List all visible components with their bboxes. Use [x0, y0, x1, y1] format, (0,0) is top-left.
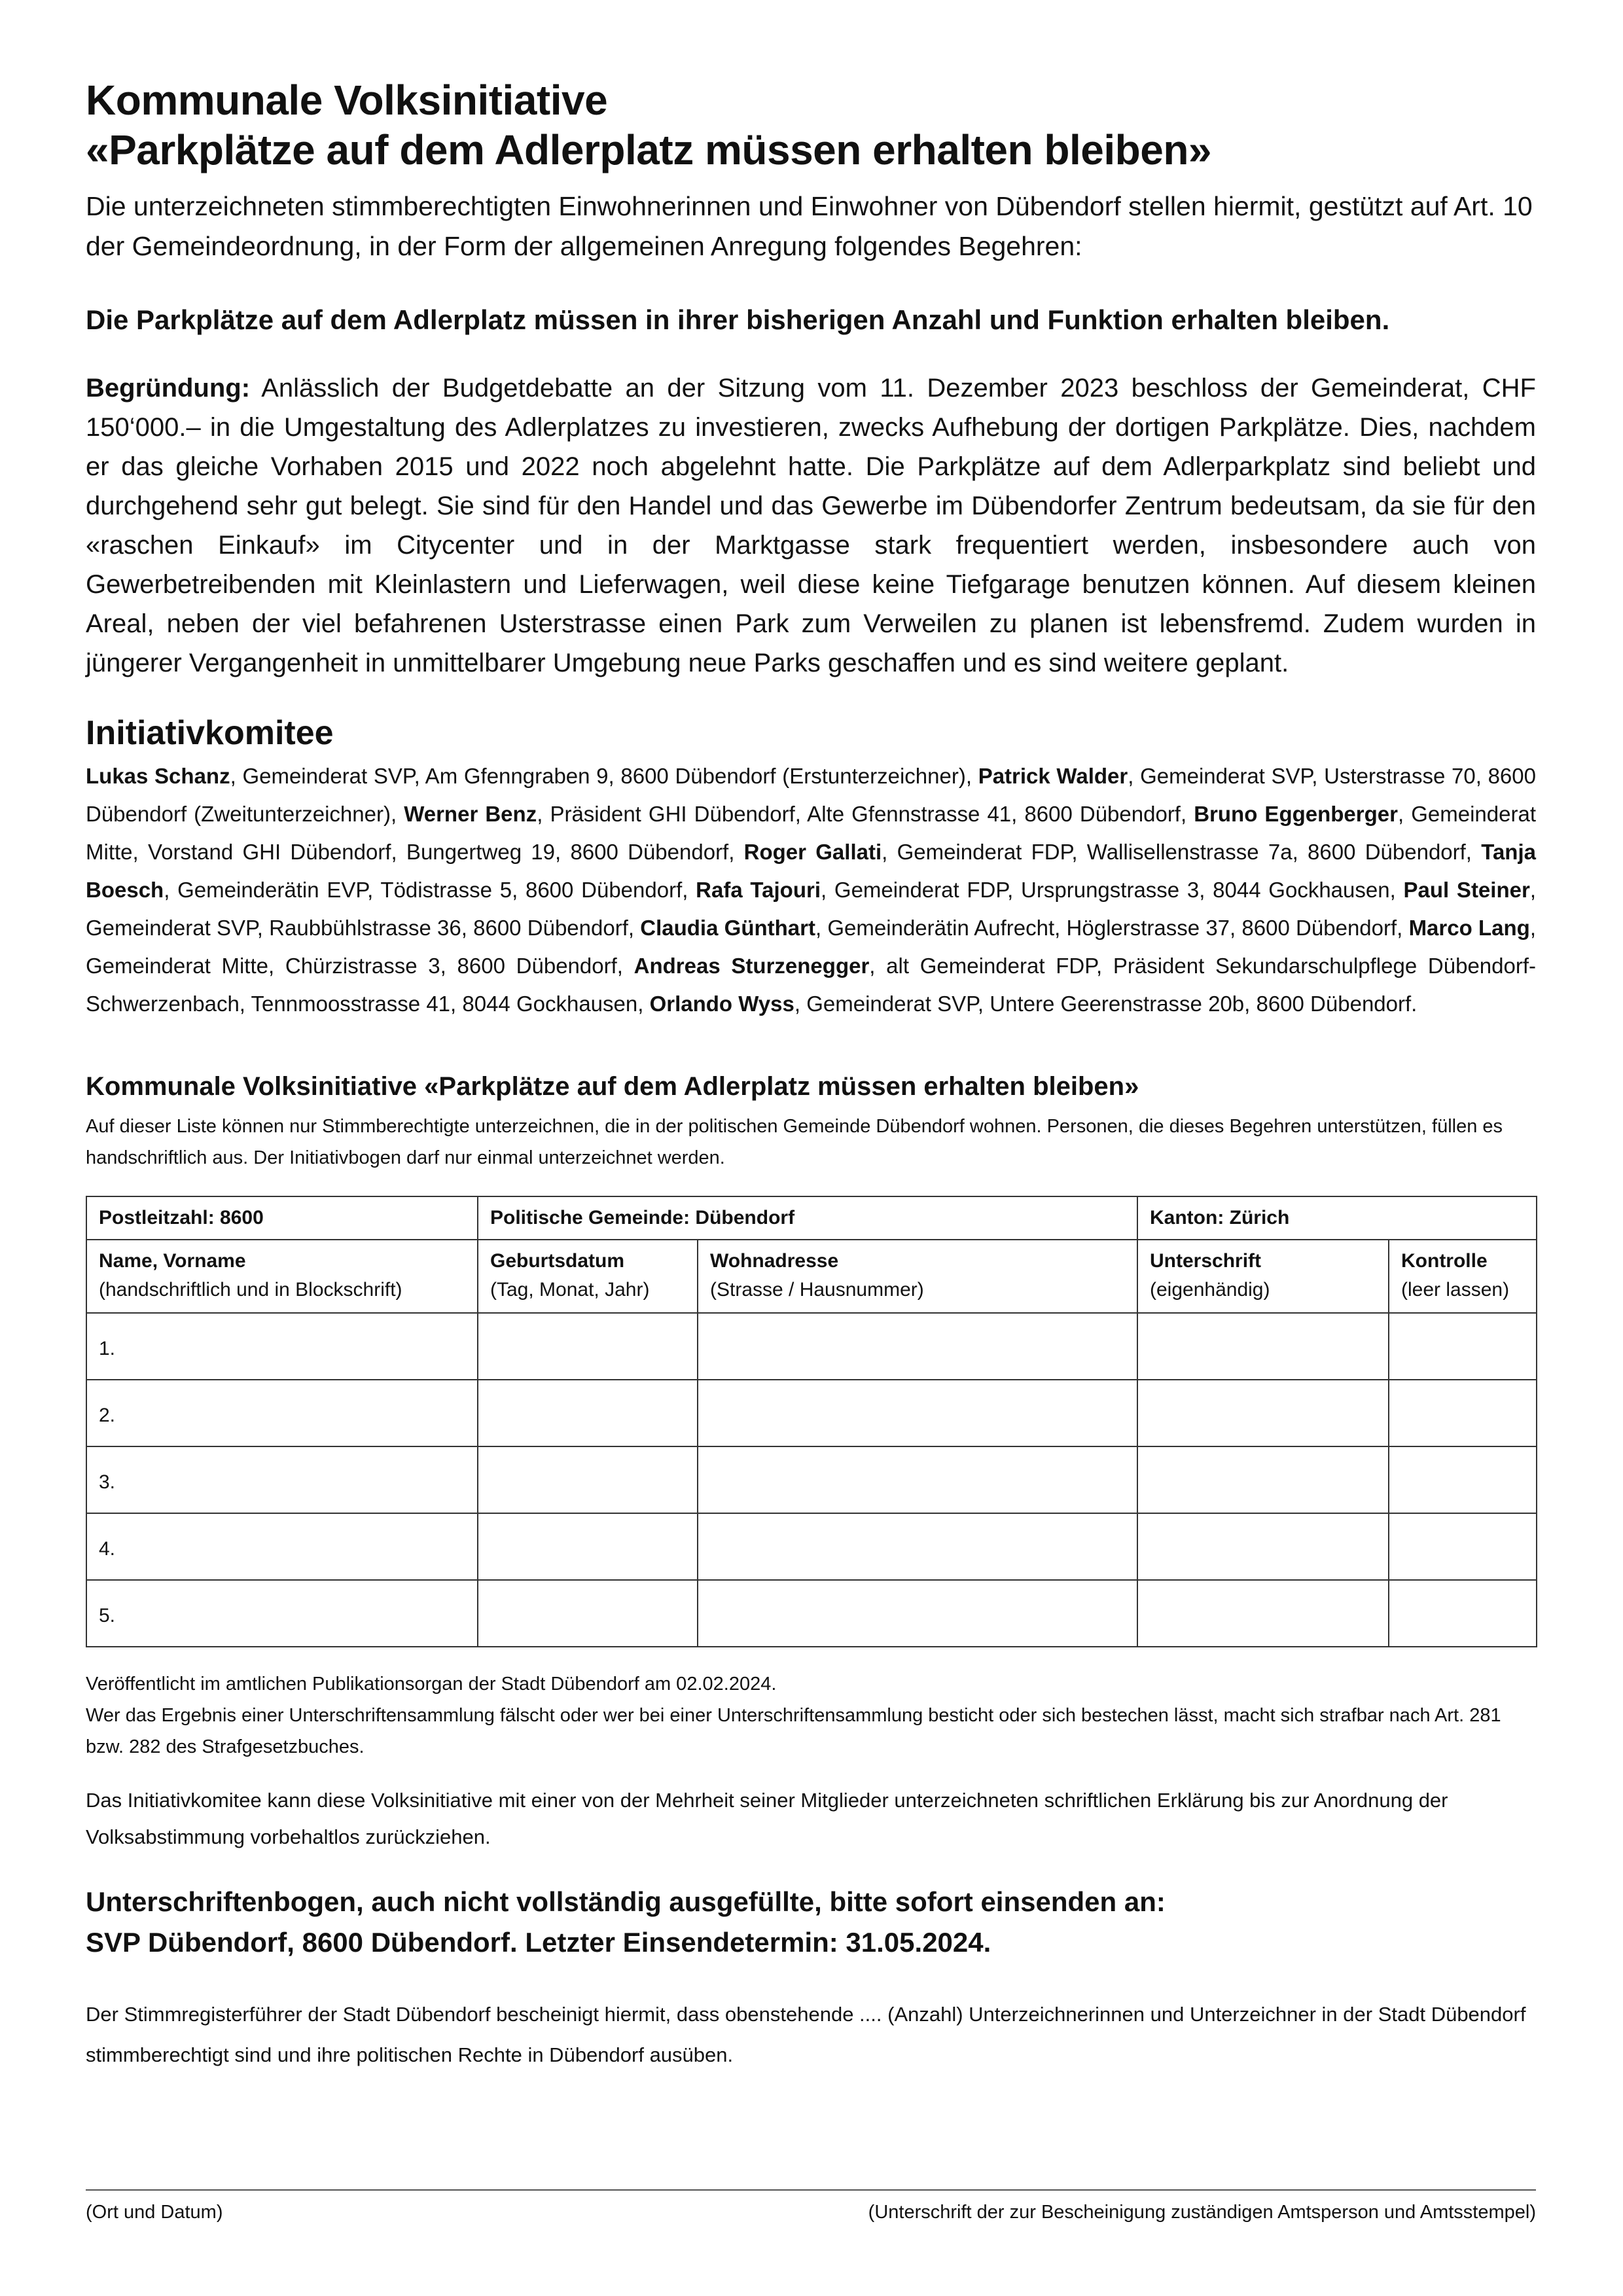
column-header-address: [698, 1240, 1137, 1313]
row-number: 5.: [99, 1605, 116, 1626]
postleitzahl-cell: Postleitzahl: 8600: [86, 1196, 478, 1240]
row-number: 3.: [99, 1471, 116, 1493]
komitee-heading: Initiativkomitee: [86, 714, 334, 752]
name-cell[interactable]: [86, 1446, 478, 1513]
kanton-cell: Kanton: Zürich: [1137, 1196, 1537, 1240]
column-header-control: [1389, 1240, 1537, 1313]
certification-statement: Der Stimmregisterführer der Stadt Dübendorf bescheinigt hiermit, dass obenstehende .... (Anzahl) Unterzeichnerinnen und Unterzeichner in der Stadt Dübendorf stimmberechtigt sind und ihre politischen Rechte in Dübendorf ausüben.: [86, 2003, 1526, 2066]
member-name: Paul Steiner: [1403, 878, 1530, 902]
signature-table: [86, 1196, 1537, 1647]
name-cell[interactable]: [86, 1313, 478, 1380]
reason-label: Begründung:: [86, 374, 251, 403]
member-name: Patrick Walder: [978, 764, 1128, 788]
member-name: Lukas Schanz: [86, 764, 230, 788]
publication-notice: [86, 1668, 1536, 1763]
gemeinde-cell: Politische Gemeinde: Dübendorf: [478, 1196, 1137, 1240]
signature-cell[interactable]: [1137, 1313, 1389, 1380]
member-details: , Gemeinderat SVP, Am Gfenngraben 9, 8600 Dübendorf (Erstunterzeichner),: [230, 764, 978, 788]
intro-paragraph: Die unterzeichneten stimmberechtigten Einwohnerinnen und Einwohner von Dübendorf stellen hiermit, gestützt auf Art. 10 der Gemeindeordnung, in der Form der allgemeinen Anregung folgendes Begehren:: [86, 191, 1533, 261]
signature-list-title: Kommunale Volksinitiative «Parkplätze auf dem Adlerplatz müssen erhalten bleiben»: [86, 1072, 1139, 1101]
member-details: , Gemeinderat SVP, Raubbühlstrasse 36, 8600 Dübendorf,: [86, 878, 1536, 940]
table-row: [86, 1513, 1537, 1580]
withdrawal-clause: Das Initiativkomitee kann diese Volksinitiative mit einer von der Mehrheit seiner Mitglieder unterzeichneten schriftlichen Erklärung bis zur Anordnung der Volksabstimmung vorbehaltlos zurückziehen.: [86, 1789, 1448, 1848]
member-name: Andreas Sturzenegger: [633, 954, 870, 978]
penalty-warning: Wer das Ergebnis einer Unterschriftensammlung fälscht oder wer bei einer Unterschriftensammlung besticht oder sich bestechen lässt, macht sich strafbar nach Art. 281 bzw. 282 des Strafgesetzbuches.: [86, 1705, 1501, 1757]
address-cell[interactable]: [698, 1513, 1137, 1580]
table-header-row: [86, 1240, 1537, 1313]
column-subtitle: (leer lassen): [1401, 1279, 1510, 1300]
signature-list-note: Auf dieser Liste können nur Stimmberechtigte unterzeichnen, die in der politischen Gemeinde Dübendorf wohnen. Personen, die dieses Begehren unterstützen, füllen es handschriftlich aus. Der Initiativbogen darf nur einmal unterzeichnet werden.: [86, 1116, 1503, 1168]
send-instructions: [86, 1882, 1536, 1963]
control-cell: [1389, 1580, 1537, 1647]
member-details: , Gemeinderat Mitte, Vorstand GHI Dübendorf, Bungertweg 19, 8600 Dübendorf,: [86, 802, 1536, 864]
member-name: Marco Lang: [1408, 916, 1530, 940]
column-title: Wohnadresse: [710, 1250, 839, 1272]
signature-cell[interactable]: [1137, 1446, 1389, 1513]
address-cell[interactable]: [698, 1380, 1137, 1446]
address-cell[interactable]: [698, 1313, 1137, 1380]
document-title: [86, 75, 1536, 175]
table-row: [86, 1580, 1537, 1647]
address-cell[interactable]: [698, 1446, 1137, 1513]
member-name: Werner Benz: [404, 802, 537, 826]
name-cell[interactable]: [86, 1513, 478, 1580]
send-line-1: Unterschriftenbogen, auch nicht vollständig ausgefüllte, bitte sofort einsenden an:: [86, 1886, 1166, 1917]
column-subtitle: (eigenhändig): [1150, 1279, 1270, 1300]
member-details: , Gemeinderat SVP, Usterstrasse 70, 8600 Dübendorf (Zweitunterzeichner),: [86, 764, 1536, 826]
member-details: , Präsident GHI Dübendorf, Alte Gfennstrasse 41, 8600 Dübendorf,: [537, 802, 1194, 826]
member-name: Roger Gallati: [743, 840, 882, 864]
name-cell[interactable]: [86, 1580, 478, 1647]
birthdate-cell[interactable]: [478, 1513, 698, 1580]
column-subtitle: (handschriftlich und in Blockschrift): [99, 1279, 402, 1300]
column-header-birthdate: [478, 1240, 698, 1313]
control-cell: [1389, 1380, 1537, 1446]
column-subtitle: (Tag, Monat, Jahr): [490, 1279, 650, 1300]
member-name: Claudia Günthart: [640, 916, 815, 940]
member-name: Rafa Tajouri: [696, 878, 821, 902]
member-details: , Gemeinderat FDP, Wallisellenstrasse 7a, 8600 Dübendorf,: [882, 840, 1482, 864]
reason-text: Anlässlich der Budgetdebatte an der Sitzung vom 11. Dezember 2023 beschloss der Gemeinderat, CHF 150‘000.– in die Umgestaltung des Adlerplatzes zu investieren, zwecks Aufhebung der dortigen Parkplätze. Dies, nachdem er das gleiche Vorhaben 2015 und 2022 noch abgelehnt hatte. Die Parkplätze auf dem Adlerparkplatz sind beliebt und durchgehend sehr gut belegt. Sie sind für den Handel und das Gewerbe im Dübendorfer Zentrum bedeutsam, da sie für den «raschen Einkauf» im Citycenter und in der Marktgasse stark frequentiert werden, insbesondere auch von Gewerbetreibenden mit Kleinlastern und Lieferwagen, weil diese keine Tiefgarage benutzen können. Auf diesem kleinen Areal, neben der viel befahrenen Usterstrasse einen Park zum Verweilen zu planen ist lebensfremd. Zudem wurden in jüngerer Vergangenheit in unmittelbarer Umgebung neue Parks geschaffen und es sind weitere geplant.: [86, 374, 1536, 677]
published-line: Veröffentlicht im amtlichen Publikationsorgan der Stadt Dübendorf am 02.02.2024.: [86, 1674, 777, 1695]
member-details: , Gemeinderätin EVP, Tödistrasse 5, 8600 Dübendorf,: [164, 878, 696, 902]
signature-line: [86, 2189, 1536, 2191]
member-details: , alt Gemeinderat FDP, Präsident Sekundarschulpflege Dübendorf-Schwerzenbach, Tennmoosstrasse 41, 8044 Gockhausen,: [86, 954, 1536, 1016]
control-cell: [1389, 1446, 1537, 1513]
komitee-members: [86, 757, 1536, 1023]
column-title: Geburtsdatum: [490, 1250, 625, 1272]
column-title: Kontrolle: [1401, 1250, 1488, 1272]
member-details: , Gemeinderat SVP, Untere Geerenstrasse 20b, 8600 Dübendorf.: [794, 992, 1418, 1016]
signature-cell[interactable]: [1137, 1580, 1389, 1647]
signature-cell[interactable]: [1137, 1513, 1389, 1580]
place-date-caption: (Ort und Datum): [86, 2202, 223, 2223]
table-meta-row: [86, 1196, 1537, 1240]
member-name: Tanja Boesch: [86, 840, 1536, 902]
birthdate-cell[interactable]: [478, 1580, 698, 1647]
address-cell[interactable]: [698, 1580, 1137, 1647]
member-name: Orlando Wyss: [649, 992, 794, 1016]
signature-cell[interactable]: [1137, 1380, 1389, 1446]
row-number: 4.: [99, 1538, 116, 1560]
name-cell[interactable]: [86, 1380, 478, 1446]
initiative-demand: Die Parkplätze auf dem Adlerplatz müssen in ihrer bisherigen Anzahl und Funktion erhalten bleiben.: [86, 304, 1390, 335]
send-line-2: SVP Dübendorf, 8600 Dübendorf. Letzter Einsendetermin: 31.05.2024.: [86, 1927, 991, 1958]
member-details: , Gemeinderat Mitte, Chürzistrasse 3, 8600 Dübendorf,: [86, 916, 1536, 978]
table-row: [86, 1446, 1537, 1513]
row-number: 1.: [99, 1338, 116, 1359]
column-subtitle: (Strasse / Hausnummer): [710, 1279, 924, 1300]
member-details: , Gemeinderat FDP, Ursprungstrasse 3, 8044 Gockhausen,: [820, 878, 1404, 902]
row-number: 2.: [99, 1405, 116, 1426]
title-line-1: Kommunale Volksinitiative: [86, 77, 608, 124]
column-title: Name, Vorname: [99, 1250, 246, 1272]
control-cell: [1389, 1513, 1537, 1580]
table-row: [86, 1380, 1537, 1446]
table-row: [86, 1313, 1537, 1380]
official-signature-caption: (Unterschrift der zur Bescheinigung zuständigen Amtsperson und Amtsstempel): [868, 2202, 1536, 2223]
form-content: [86, 75, 1536, 2075]
reason-paragraph: [86, 368, 1536, 683]
birthdate-cell[interactable]: [478, 1380, 698, 1446]
birthdate-cell[interactable]: [478, 1446, 698, 1513]
title-line-2: «Parkplätze auf dem Adlerplatz müssen erhalten bleiben»: [86, 126, 1211, 173]
column-title: Unterschrift: [1150, 1250, 1262, 1272]
member-details: , Gemeinderätin Aufrecht, Höglerstrasse 37, 8600 Dübendorf,: [815, 916, 1409, 940]
column-header-signature: [1137, 1240, 1389, 1313]
birthdate-cell[interactable]: [478, 1313, 698, 1380]
member-name: Bruno Eggenberger: [1194, 802, 1398, 826]
control-cell: [1389, 1313, 1537, 1380]
column-header-name: [86, 1240, 478, 1313]
